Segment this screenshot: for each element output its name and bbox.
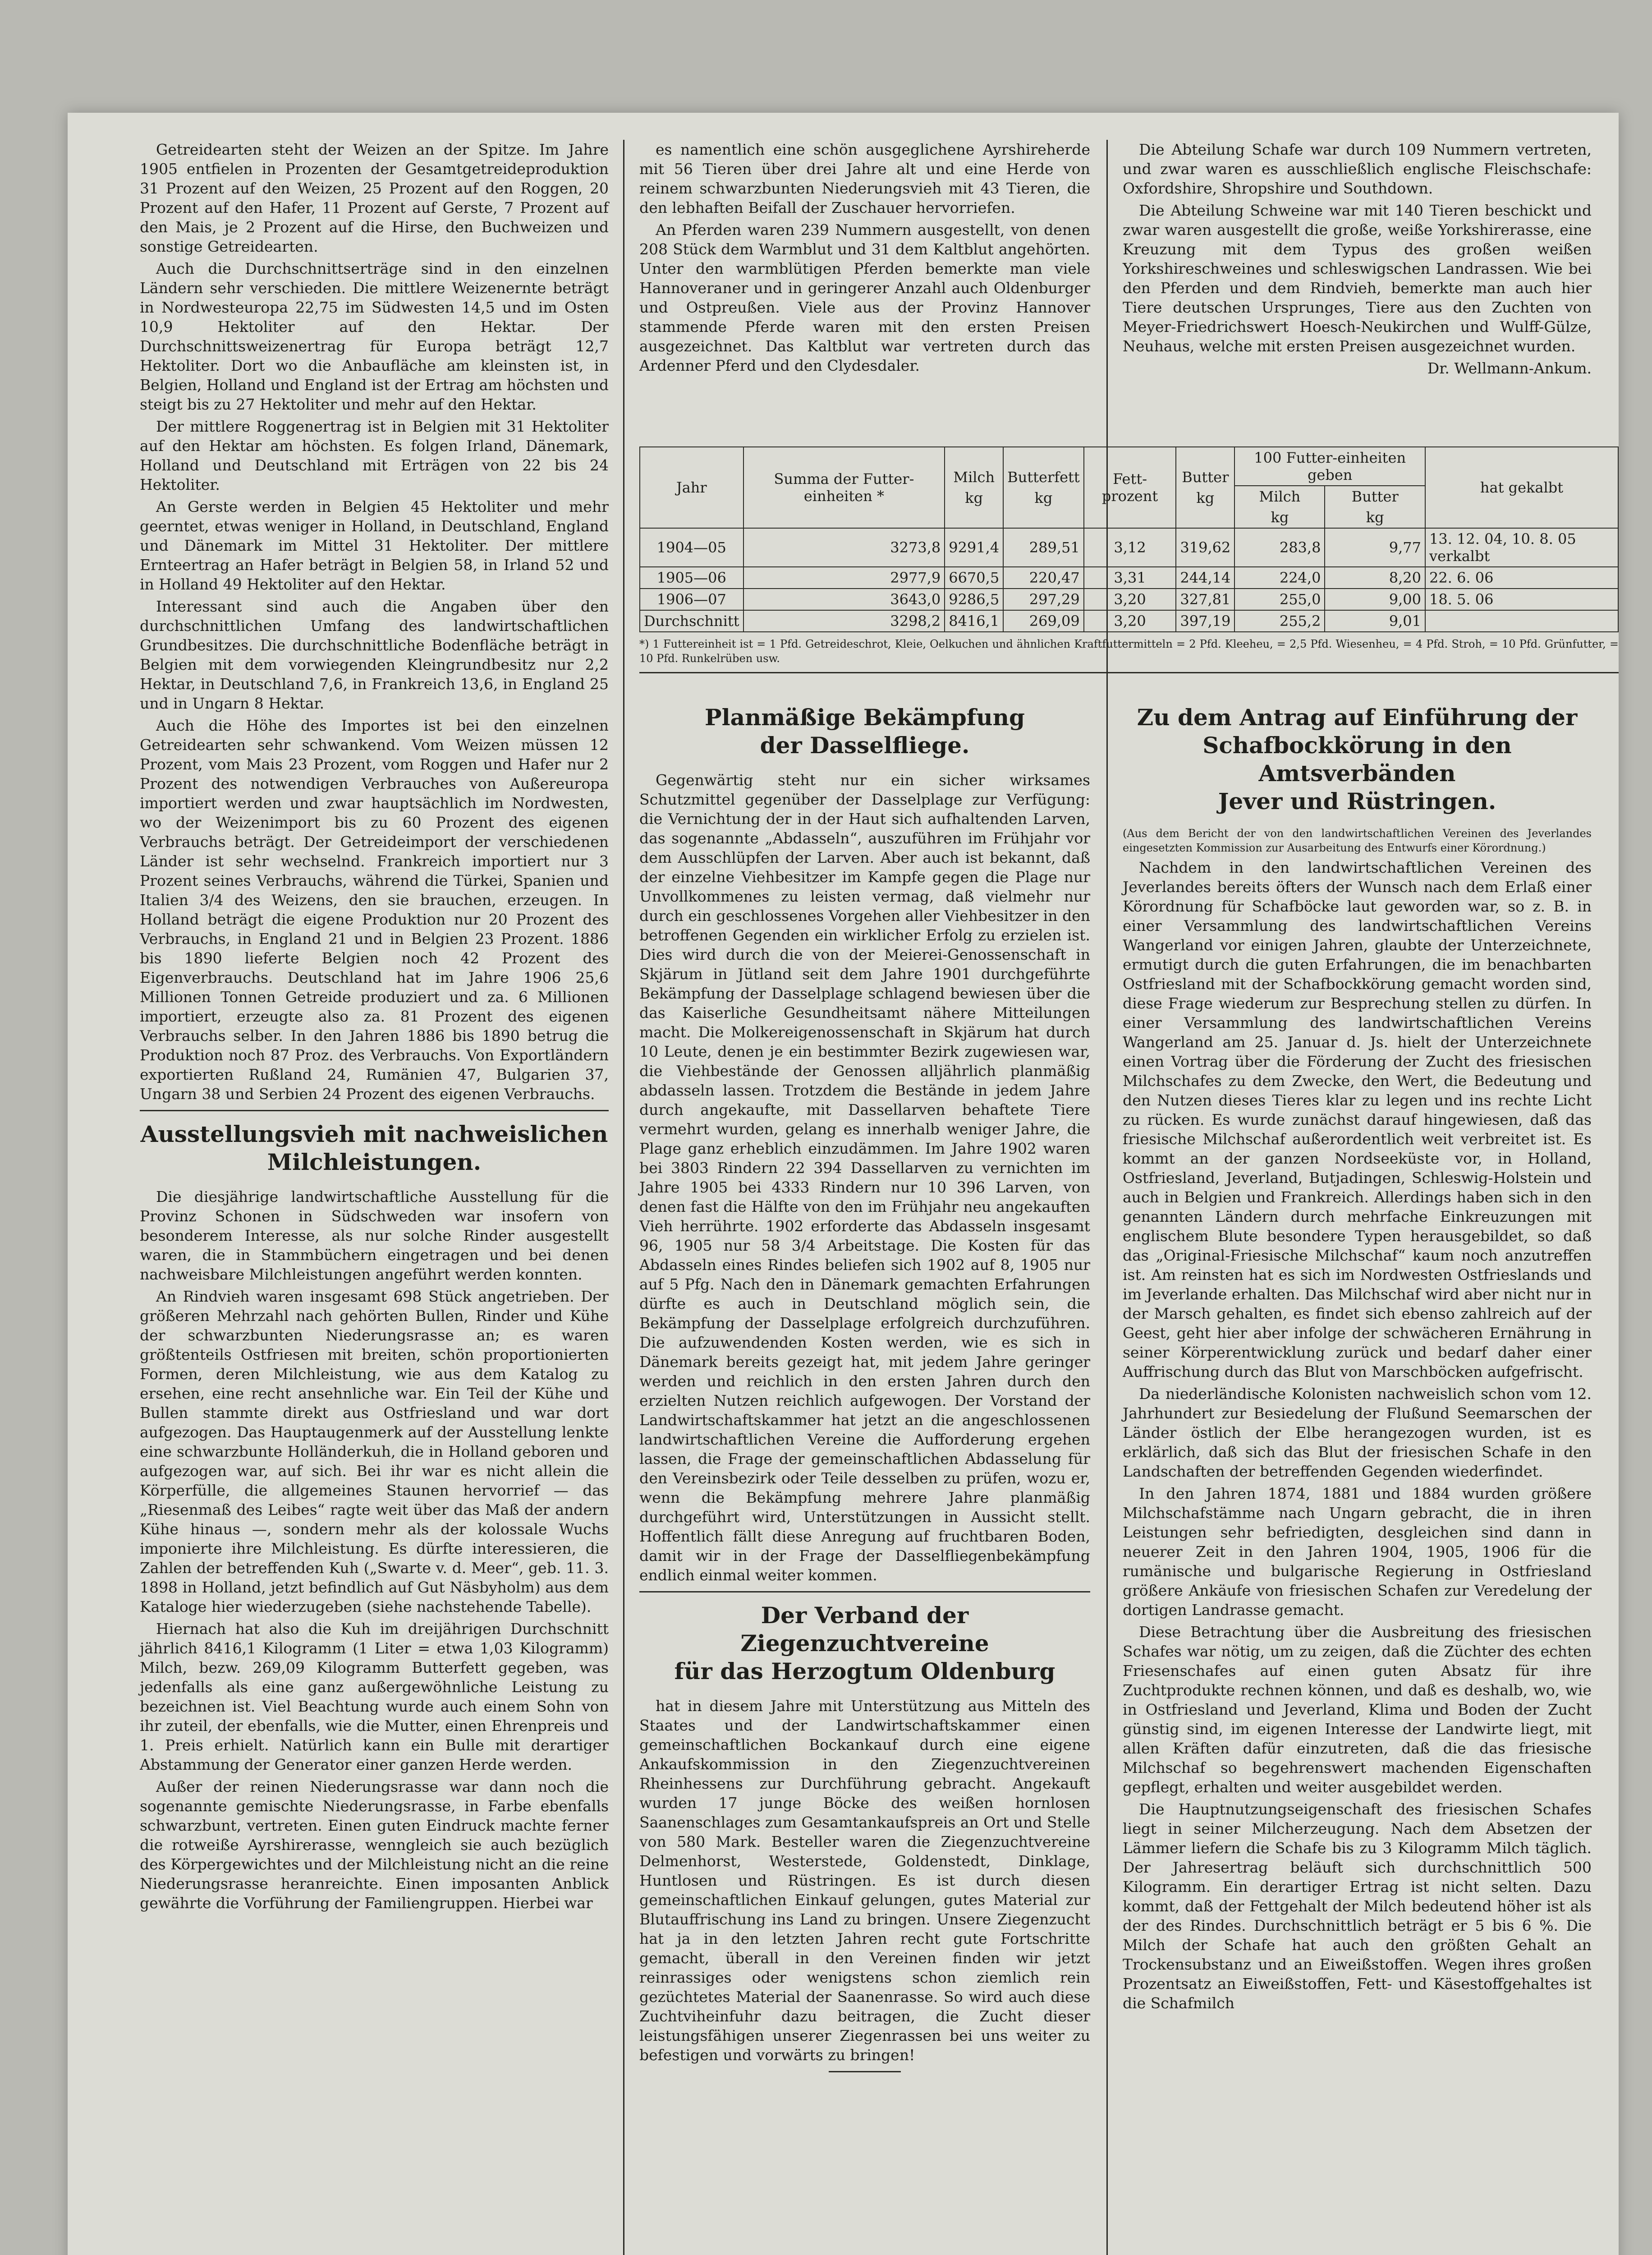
heading-line: Planmäßige Bekämpfung bbox=[705, 704, 1025, 731]
cell-milch: 8416,1 bbox=[945, 610, 1003, 632]
col-header-jahr: Jahr bbox=[640, 447, 743, 528]
cell-butter-100: 9,77 bbox=[1325, 528, 1425, 567]
column-right bbox=[1123, 695, 1592, 2016]
paragraph: Außer der reinen Niederungsrasse war dann noch die sogenannte gemischte Niederungsrasse, in Farbe ebenfalls schwarzbunt, vertreten. Einen guten Eindruck machte ferner die rotweiße Ayrshirerasse, wenngleich sie auch bezüglich des Körpergewichtes und der Milchleistung nicht an die reine Niederungsrasse heranreichte. Einen imposanten Anblick gewährte die Vorführung der Familiengruppen. Hierbei war bbox=[140, 1778, 609, 1912]
paragraph: Der mittlere Roggenertrag ist in Belgien mit 31 Hektoliter auf den Hektar am höchsten. Es folgen Irland, Dänemark, Holland und Deutschland mit Erträgen von 22 bis 24 Hektoliter. bbox=[140, 418, 609, 493]
article-heading-dasselfliege bbox=[639, 704, 1090, 759]
paragraph: An Pferden waren 239 Nummern ausgestellt, von denen 208 Stück dem Warmblut und 31 dem Kaltblut angehörten. Unter den warmblütigen Pferden bemerkte man viele Hannoveraner und in geringerer Anzahl auch Oldenburger und Ostpreußen. Viele aus der Provinz Hannover stammende Pferde waren mit den ersten Preisen ausgezeichnet. Das Kaltblut war vertreten durch das Ardenner Pferd und den Clydesdaler. bbox=[639, 221, 1090, 374]
cell-butterfett: 289,51 bbox=[1003, 528, 1084, 567]
cell-jahr: 1904—05 bbox=[640, 528, 743, 567]
heading-line: Zu dem Antrag auf Einführung der bbox=[1137, 704, 1578, 731]
cell-milch-100: 224,0 bbox=[1234, 567, 1325, 589]
paragraph: Diese Betrachtung über die Ausbreitung des friesischen Schafes war nötig, um zu zeigen, daß die Züchter des echten Friesenschafes auf einen guten Absatz für ihre Zuchtprodukte rechnen können, und daß es deshalb, wo, wie in Ostfriesland und Jeverland, Klima und Boden der Zucht günstig sind, im eigenen Interesse der Landwirte liegt, mit allen Kräften dafür einzutreten, daß die das friesische Milchschaf so begehrenswert machenden Eigenschaften gepflegt, erhalten und weiter ausgebildet werden. bbox=[1123, 1623, 1592, 1796]
cell-fett: 3,31 bbox=[1084, 567, 1176, 589]
article-heading-ziegenzucht bbox=[639, 1602, 1090, 1685]
cell-milch: 9286,5 bbox=[945, 589, 1003, 610]
heading-line: Schafbockkörung in den Amtsverbänden bbox=[1202, 732, 1512, 787]
cell-gekalbt bbox=[1425, 610, 1618, 632]
paragraph: es namentlich eine schön ausgeglichene Ayrshireherde mit 56 Tieren über drei Jahre alt und eine Herde von reinem schwarzbunten Niederungsvieh mit 43 Tieren, die den lebhaften Beifall der Zuschauer hervorriefen. bbox=[639, 141, 1090, 216]
heading-line: Ausstellungsvieh mit nachweislichen bbox=[140, 1121, 608, 1147]
data-table bbox=[639, 446, 1619, 632]
paragraph: Nachdem in den landwirtschaftlichen Vereinen des Jeverlandes bereits öfters der Wunsch nach dem Erlaß einer Körordnung für Schafböcke laut geworden war, so z. B. in einer Versammlung des landwirtschaftlichen Vereins Wangerland vor einigen Jahren, glaubte der Unterzeichnete, ermutigt durch die guten Erfahrungen, die im benachbarten Ostfriesland mit der Schafbockkörung gemacht worden sind, diese Frage wiederum zur Besprechung stellen zu dürfen. In einer Versammlung des landwirtschaftlichen Vereins Wangerland am 25. Januar d. Js. hielt der Unterzeichnete einen Vortrag über die Förderung der Zucht des friesischen Milchschafes zu dem Zwecke, den Wert, die Bedeutung und den Nutzen dieses Tieres klar zu legen und ins rechte Licht zu rücken. Es wurde zunächst darauf hingewiesen, daß das friesische Milchschaf außerordentlich weit verbreitet ist. Es kommt an der ganzen Nordseeküste vor, in Holland, Ostfriesland, Jeverland, Butjadingen, Schleswig-Holstein und auch in Belgien und Frankreich. Allerdings haben sich in den genannten Ländern durch mehrfache Einkreuzungen mit englischem Blute besondere Typen herausgebildet, so daß das „Original-Friesische Milchschaf“ kaum noch anzutreffen ist. Am reinsten hat es sich im Nordwesten Ostfrieslands und im Jeverlande erhalten. Das Milchschaf wird aber nicht nur in der Marsch gehalten, es findet sich ebenso zahlreich auf der Geest, geht hier aber infolge der schwächeren Ernährung in seiner Körperentwicklung zurück und bedarf daher einer Auffrischung durch das Blut von Marschböcken aufgefrischt. bbox=[1123, 859, 1592, 1381]
table-row bbox=[640, 589, 1618, 610]
table-row-average bbox=[640, 610, 1618, 632]
paragraph: Getreidearten steht der Weizen an der Spitze. Im Jahre 1905 entfielen in Prozenten der Gesamtgetreideproduktion 31 Prozent auf den Weizen, 25 Prozent auf den Roggen, 20 Prozent auf den Hafer, 11 Prozent auf Gerste, 7 Prozent auf den Mais, je 2 Prozent auf die Hirse, den Buchweizen und sonstige Getreidearten. bbox=[140, 141, 609, 255]
cell-summa: 3298,2 bbox=[743, 610, 945, 632]
cell-summa: 3643,0 bbox=[743, 589, 945, 610]
paragraph: Interessant sind auch die Angaben über den durchschnittlichen Umfang des landwirtschaftlichen Grundbesitzes. Die durchschnittliche Bodenfläche beträgt in Belgien mit dem vorwiegenden Kleingrundbesitz nur 2,2 Hektar, in Deutschland 7,6, in Frankreich 13,6, in England 25 und in Ungarn 8 Hektar. bbox=[140, 598, 609, 712]
col-header-group-100: 100 Futter-einheiten geben bbox=[1234, 447, 1425, 486]
article-heading-ausstellungsvieh bbox=[140, 1120, 609, 1176]
paragraph: Hiernach hat also die Kuh im dreijährigen Durchschnitt jährlich 8416,1 Kilogramm (1 Liter = etwa 1,03 Kilogramm) Milch, bezw. 269,09 Kilogramm Butterfett gegeben, was jedenfalls als eine ganz außergewöhnliche Leistung zu bezeichnen ist. Viel Beachtung wurde auch einem Sohn von ihr zuteil, der ebenfalls, wie die Mutter, einen Ehrenpreis und 1. Preis erhielt. Natürlich kann ein Bulle mit derartiger Abstammung der Generator einer ganzen Herde werden. bbox=[140, 1620, 609, 1773]
table-row bbox=[640, 567, 1618, 589]
cell-butter: 319,62 bbox=[1176, 528, 1234, 567]
cell-fett: 3,12 bbox=[1084, 528, 1176, 567]
divider bbox=[639, 672, 1619, 673]
paragraph: Die Abteilung Schafe war durch 109 Nummern vertreten, und zwar waren es ausschließlich englische Fleischschafe: Oxfordshire, Shropshire und Southdown. bbox=[1123, 141, 1592, 197]
divider bbox=[140, 1110, 609, 1111]
cell-butterfett: 297,29 bbox=[1003, 589, 1084, 610]
paragraph: Die diesjährige landwirtschaftliche Ausstellung für die Provinz Schonen in Südschweden war insofern von besonderem Interesse, als nur solche Rinder ausgestellt waren, die in Stammbüchern eingetragen und bei denen nachweisbare Milchleistungen angeführt werden konnten. bbox=[140, 1188, 609, 1283]
divider bbox=[639, 1591, 1090, 1592]
column-right-top bbox=[1123, 140, 1592, 381]
cell-fett: 3,20 bbox=[1084, 610, 1176, 632]
cell-butter-100: 9,01 bbox=[1325, 610, 1425, 632]
end-rule bbox=[829, 2071, 901, 2072]
cell-fett: 3,20 bbox=[1084, 589, 1176, 610]
cell-jahr: 1905—06 bbox=[640, 567, 743, 589]
cell-butter: 397,19 bbox=[1176, 610, 1234, 632]
source-note: (Aus dem Bericht der von den landwirtschaftlichen Vereinen des Jeverlandes eingesetzten Kommission zur Ausarbeitung des Entwurfs einer Körordnung.) bbox=[1123, 827, 1592, 854]
cell-butter: 327,81 bbox=[1176, 589, 1234, 610]
table-footnote: *) 1 Futtereinheit ist = 1 Pfd. Getreideschrot, Kleie, Oelkuchen und ähnlichen Kraftfuttermitteln = 2 Pfd. Kleeheu, = 2,5 Pfd. Wiesenheu, = 4 Pfd. Stroh, = 10 Pfd. Grünfutter, = 10 Pfd. Runkelrüben usw. bbox=[639, 638, 1619, 665]
cell-butter: 244,14 bbox=[1176, 567, 1234, 589]
heading-line: für das Herzogtum Oldenburg bbox=[674, 1658, 1055, 1684]
column-middle-top bbox=[639, 140, 1090, 378]
column-left bbox=[140, 140, 609, 1915]
table-row bbox=[640, 528, 1618, 567]
paragraph: Die Hauptnutzungseigenschaft des friesischen Schafes liegt in seiner Milcherzeugung. Nach dem Absetzen der Lämmer liefern die Schafe bis zu 3 Kilogramm Milch täglich. Der Jahresertrag beläuft sich durchschnittlich 500 Kilogramm. Ein derartiger Ertrag ist nicht selten. Dazu kommt, daß der Fettgehalt der Milch bedeutend höher ist als der des Rindes. Durchschnittlich beträgt er 5 bis 6 %. Die Milch der Schafe hat auch den größten Gehalt an Trockensubstanz und an Eiweißstoffen. Wegen ihres großen Prozentsatz an Eiweißstoffen, Fett- und Käsestoffgehaltes ist die Schafmilch bbox=[1123, 1800, 1592, 2012]
author-signature: Dr. Wellmann-Ankum. bbox=[1427, 359, 1592, 377]
cell-milch: 6670,5 bbox=[945, 567, 1003, 589]
paragraph: An Gerste werden in Belgien 45 Hektoliter und mehr geerntet, etwas weniger in Holland, in Deutschland, England und Dänemark im Mittel 31 Hektoliter. Der mittlere Ernteertrag an Hafer beträgt in Belgien 58, in Irland 52 und in Holland 49 Hektoliter auf den Hektar. bbox=[140, 498, 609, 593]
paragraph: Auch die Durchschnittserträge sind in den einzelnen Ländern sehr verschieden. Die mittlere Weizenernte beträgt in Nordwesteuropa 22,75 im Südwesten 14,5 und im Osten 10,9 Hektoliter auf den Hektar. Der Durchschnittsweizenertrag für Europa beträgt 12,7 Hektoliter. Dort wo die Anbaufläche am kleinsten ist, in Belgien, Holland und England ist der Ertrag am höchsten und steigt bis zu 27 Hektoliter und mehr auf den Hektar. bbox=[140, 260, 609, 413]
col-header-sub-milch: Milch kg bbox=[1234, 486, 1325, 528]
col-header-summa: Summa der Futter-einheiten * bbox=[743, 447, 945, 528]
col-header-butter: Butter kg bbox=[1176, 447, 1234, 528]
paragraph: In den Jahren 1874, 1881 und 1884 wurden größere Milchschafstämme nach Ungarn gebracht, die in ihren Leistungen sehr befriedigten, desgleichen sind dann in neuerer Zeit in den Jahren 1904, 1905, 1906 für die rumänische und bulgarische Regierung in Ostfriesland größere Ankäufe von friesischen Schafen zur Veredelung der dortigen Landrasse gemacht. bbox=[1123, 1485, 1592, 1619]
heading-line: Milchleistungen. bbox=[267, 1149, 482, 1175]
cell-jahr: Durchschnitt bbox=[640, 610, 743, 632]
milk-yield-table bbox=[639, 446, 1619, 680]
cell-butterfett: 269,09 bbox=[1003, 610, 1084, 632]
cell-summa: 3273,8 bbox=[743, 528, 945, 567]
col-header-butterfett: Butterfett kg bbox=[1003, 447, 1084, 528]
paragraph: hat in diesem Jahre mit Unterstützung aus Mitteln des Staates und der Landwirtschaftskammer einen gemeinschaftlichen Bockankauf durch eine eigene Ankaufskommission in den Ziegenzuchtvereinen Rheinhessens zur Durchführung gebracht. Angekauft wurden 17 junge Böcke des weißen hornlosen Saanenschlages zum Gesamtankaufspreis an Ort und Stelle von 580 Mark. Besteller waren die Ziegenzuchtvereine Delmenhorst, Westerstede, Goldenstedt, Dinklage, Huntlosen und Rüstringen. Es ist durch diesen gemeinschaftlichen Einkauf gelungen, gutes Material zur Blutauffrischung ins Land zu bringen. Unsere Ziegenzucht hat ja in den letzten Jahren recht gute Fortschritte gemacht, überall in den Vereinen finden wir jetzt reinrassiges oder wenigstens schon ziemlich rein gezüchtetes Material der Saanenrasse. So wird auch diese Zuchtviheinfuhr dazu beitragen, die Zucht dieser leistungsfähigen unserer Ziegenrassen bei uns weiter zu befestigen und vorwärts zu bringen! bbox=[639, 1697, 1091, 2064]
heading-line: Jever und Rüstringen. bbox=[1218, 788, 1496, 815]
paragraph: Gegenwärtig steht nur ein sicher wirksames Schutzmittel gegenüber der Dasselplage zur Verfügung: die Vernichtung der in der Haut sich aufhaltenden Larven, das sogenannte „Abdasseln“, auszuführen im Frühjahr vor dem Ausschlüpfen der Larven. Aber auch ist bekannt, daß der einzelne Viehbesitzer im Kampfe gegen die Plage nur Unvollkommenes zu leisten vermag, daß vielmehr nur durch ein geschlossenes Vorgehen aller Viehbesitzer in den betroffenen Gegenden ein wirklicher Erfolg zu erzielen ist. Dies wird durch die von der Meierei-Genossenschaft in Skjärum in Jütland seit dem Jahre 1901 durchgeführte Bekämpfung der Dasselplage schlagend bewiesen über die das Kaiserliche Gesundheitsamt nähere Mitteilungen macht. Die Molkereigenossenschaft in Skjärum hat durch 10 Leute, denen je ein bestimmter Bezirk zugewiesen war, die Viehbestände der Genossen alljährlich planmäßig abdasseln lassen. Trotzdem die Bestände in jedem Jahre durch angekaufte, mit Dassellarven behaftete Tiere vermehrt wurden, gelang es innerhalb weniger Jahre, die Plage ganz erheblich einzudämmen. Im Jahre 1902 waren bei 3803 Rindern 22 394 Dassellarven zu vernichten im Jahre 1905 bei 4333 Rindern nur 10 396 Larven, von denen fast die Hälfte von den im Frühjahr neu angekauften Vieh herrührte. 1902 erforderte das Abdasseln insgesamt 96, 1905 nur 58 3/4 Arbeitstage. Die Kosten für das Abdasseln eines Rindes beliefen sich 1902 auf 8, 1905 nur auf 5 Pfg. Nach den in Dänemark gemachten Erfahrungen dürfte es auch in Deutschland möglich sein, die Bekämpfung der Dasselplage erfolgreich durchzuführen. Die aufzuwendenden Kosten werden, wie es sich in Dänemark bereits gezeigt hat, mit jedem Jahre geringer werden und reichlich in den ersten Jahren durch den erzielten Nutzen reichlich aufgewogen. Der Vorstand der Landwirtschaftskammer hat jetzt an die angeschlossenen landwirtschaftlichen Vereine die Aufforderung ergehen lassen, die Frage der gemeinschaftlichen Abdasselung für den Vereinsbezirk oder Teile desselben zu prüfen, wozu er, wenn die Bekämpfung mehrere Jahre planmäßig durchgeführt wird, Unterstützungen in Aussicht stellt. Hoffentlich fällt diese Anregung auf fruchtbaren Boden, damit wir in der Frage der Dasselfliegenbekämpfung endlich einmal weiter kommen. bbox=[639, 771, 1090, 1584]
col-header-sub-butter: Butter kg bbox=[1325, 486, 1425, 528]
cell-butter-100: 8,20 bbox=[1325, 567, 1425, 589]
cell-gekalbt: 22. 6. 06 bbox=[1425, 567, 1618, 589]
heading-line: der Dasselfliege. bbox=[760, 732, 970, 759]
article-heading-schafbockkoerung bbox=[1123, 704, 1592, 815]
cell-butterfett: 220,47 bbox=[1003, 567, 1084, 589]
table-header-row bbox=[640, 447, 1618, 486]
col-header-milch: Milch kg bbox=[945, 447, 1003, 528]
cell-jahr: 1906—07 bbox=[640, 589, 743, 610]
cell-gekalbt: 18. 5. 06 bbox=[1425, 589, 1618, 610]
paragraph: Die Abteilung Schweine war mit 140 Tieren beschickt und zwar waren ausgestellt die große, weiße Yorkshirerasse, eine Kreuzung mit dem Typus des großen weißen Yorkshireschweines und schleswigschen Landrassen. Wie bei den Pferden und dem Rindvieh, bemerkte man auch hier Tiere deutschen Ursprunges, Tiere aus den Zuchten von Meyer-Friedrichswert Hoesch-Neukirchen und Wulff-Gülze, Neuhaus, welche mit ersten Preisen ausgezeichnet wurden. bbox=[1123, 202, 1592, 355]
paragraph: Auch die Höhe des Importes ist bei den einzelnen Getreidearten sehr schwankend. Vom Weizen müssen 12 Prozent, vom Mais 23 Prozent, vom Roggen und Hafer nur 2 Prozent des notwendigen Verbrauches von Außereuropa importiert werden und zwar hauptsächlich im Nordwesten, wo der Weizenimport bis zu 60 Prozent des eigenen Verbrauchs beträgt. Der Getreideimport der verschiedenen Länder ist sehr wechselnd. Frankreich importiert nur 3 Prozent seines Verbrauchs, während die Türkei, Spanien und Italien 3/4 des Weizens, den sie brauchen, erzeugen. In Holland beträgt die eigene Produktion nur 20 Prozent des Verbrauchs, in England 21 und in Belgien 23 Prozent. 1886 bis 1890 lieferte Belgien noch 42 Prozent des Eigenverbrauchs. Deutschland hat im Jahre 1906 25,6 Millionen Tonnen Getreide produziert und za. 6 Millionen importiert, erzeugte also za. 81 Prozent des eigenen Verbrauchs selber. In den Jahren 1886 bis 1890 betrug die Produktion noch 87 Proz. des Verbrauchs. Von Exportländern exportierten Rußland 24, Rumänien 47, Bulgarien 37, Ungarn 38 und Serbien 24 Prozent des eigenen Verbrauchs. bbox=[140, 717, 609, 1103]
heading-line: Der Verband der Ziegenzuchtvereine bbox=[740, 1602, 989, 1657]
cell-gekalbt: 13. 12. 04, 10. 8. 05 verkalbt bbox=[1425, 528, 1618, 567]
cell-milch-100: 283,8 bbox=[1234, 528, 1325, 567]
cell-milch-100: 255,0 bbox=[1234, 589, 1325, 610]
column-rule bbox=[623, 140, 624, 2255]
column-middle bbox=[639, 695, 1090, 2072]
cell-summa: 2977,9 bbox=[743, 567, 945, 589]
col-header-fettprozent: Fett-prozent bbox=[1084, 447, 1176, 528]
paragraph: Da niederländische Kolonisten nachweislich schon vom 12. Jahrhundert zur Besiedelung der Flußund Seemarschen der Länder östlich der Elbe herangezogen wurden, ist es erklärlich, daß sich das Blut der friesischen Schafe in den Landschaften der betreffenden Gegenden wiederfindet. bbox=[1123, 1385, 1592, 1480]
col-header-gekalbt: hat gekalbt bbox=[1425, 447, 1618, 528]
paragraph: An Rindvieh waren insgesamt 698 Stück angetrieben. Der größeren Mehrzahl nach gehörten Bullen, Rinder und Kühe der schwarzbunten Niederungsrasse an; es waren größtenteils Ostfriesen mit breiten, schön proportionierten Formen, deren Milchleistung, wie aus dem Katalog zu ersehen, eine recht ansehnliche war. Ein Teil der Kühe und Bullen stammte direkt aus Ostfriesland und war dort aufgezogen. Das Hauptaugenmerk auf der Ausstellung lenkte eine schwarzbunte Holländerkuh, die in Holland geboren und aufgezogen war, auf sich. Bei ihr war es nicht allein die Körperfülle, die allgemeines Staunen hervorrief — das „Riesenmaß des Leibes“ ragte weit über das Maß der andern Kühe hinaus —, sondern mehr als der kolossale Wuchs imponierte ihre Milchleistung. Es dürfte interessieren, die Zahlen der betreffenden Kuh („Swarte v. d. Meer“, geb. 11. 3. 1898 in Holland, jetzt befindlich auf Gut Näsbyholm) aus dem Kataloge hier wiederzugeben (siehe nachstehende Tabelle). bbox=[140, 1288, 609, 1615]
cell-milch-100: 255,2 bbox=[1234, 610, 1325, 632]
cell-butter-100: 9,00 bbox=[1325, 589, 1425, 610]
cell-milch: 9291,4 bbox=[945, 528, 1003, 567]
newspaper-page bbox=[140, 140, 1619, 2255]
